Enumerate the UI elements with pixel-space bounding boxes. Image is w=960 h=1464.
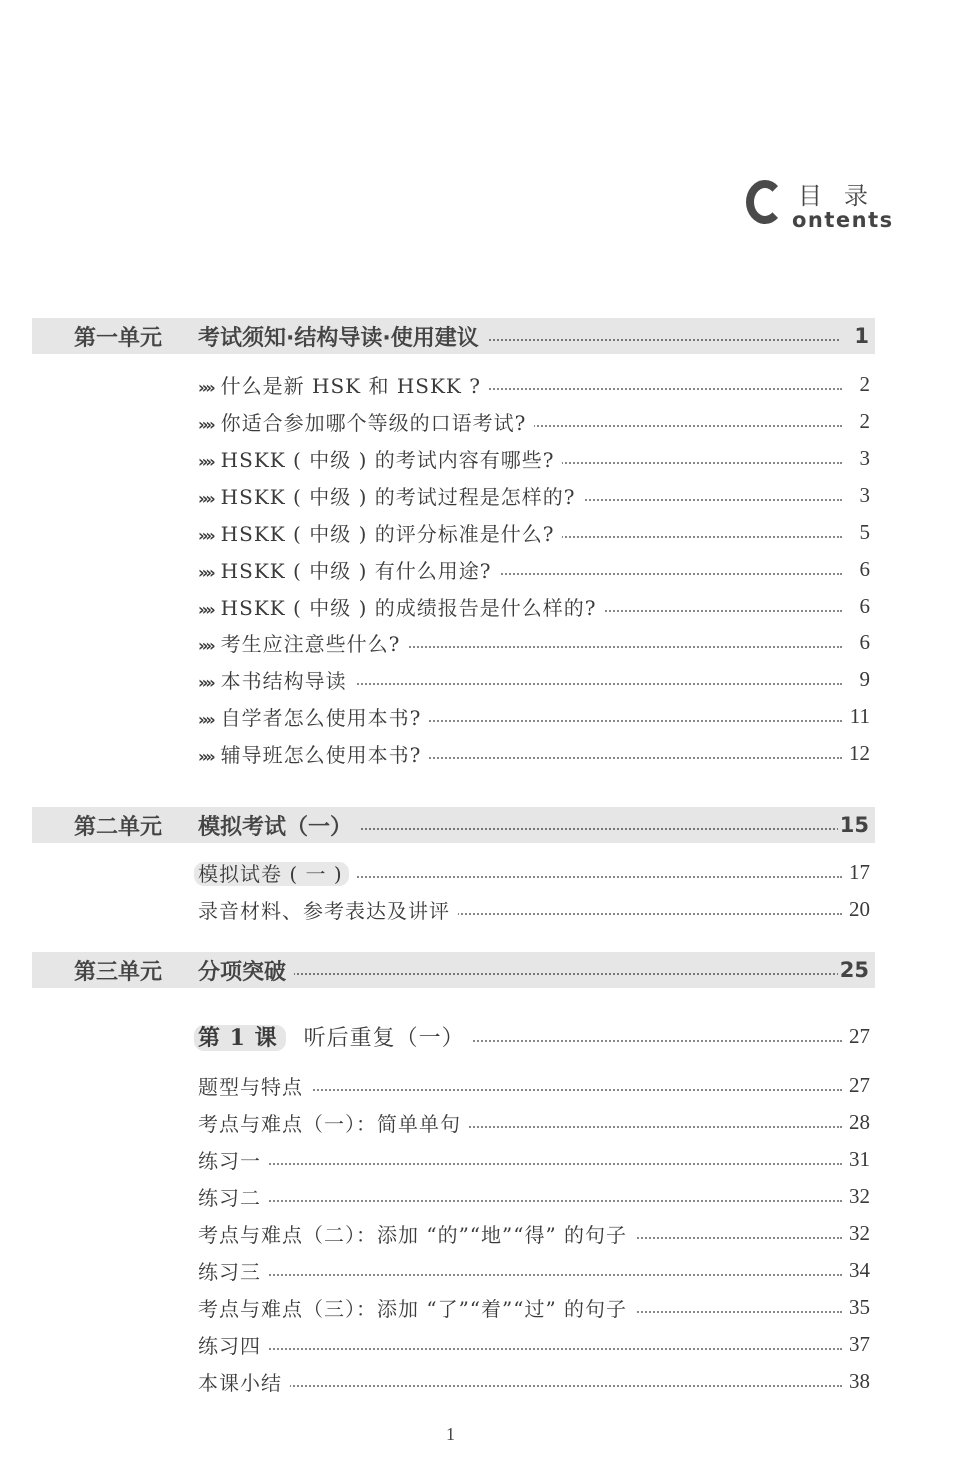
toc-item[interactable]: [198, 857, 872, 887]
toc-item-page: 20: [849, 896, 870, 921]
unit-page: 15: [839, 813, 869, 837]
toc-item[interactable]: [198, 1218, 872, 1248]
leader-dots: [198, 1385, 842, 1387]
unit-3-header[interactable]: [32, 952, 875, 988]
toc-item-page: 3: [859, 445, 870, 470]
toc-item-title: 练习一: [198, 1148, 261, 1173]
toc-item-title: HSKK ( 中级 ) 的考试过程是怎样的?: [220, 484, 576, 509]
toc-item-title: 练习四: [198, 1333, 261, 1358]
toc-item-page: 2: [859, 371, 870, 396]
toc-item-title: 考点与难点（一）：简单单句: [198, 1111, 461, 1136]
toc-item-title: 什么是新 HSK 和 HSKK ?: [220, 373, 481, 398]
toc-item-page: 34: [849, 1257, 870, 1282]
leader-dots: [198, 1274, 842, 1276]
toc-item-title: 练习三: [198, 1259, 261, 1284]
lesson-number: 第 1 课: [194, 1025, 286, 1051]
chevron-bullet-icon: »»: [198, 746, 213, 766]
chevron-bullet-icon: »»: [198, 709, 213, 729]
unit-2-header[interactable]: [32, 807, 875, 843]
leader-dots: [198, 1163, 842, 1165]
toc-item[interactable]: [198, 1144, 872, 1174]
toc-item[interactable]: [198, 738, 872, 768]
unit-1-header[interactable]: [32, 318, 875, 354]
toc-item[interactable]: [198, 627, 872, 657]
logo-title-en: ontents: [792, 208, 894, 232]
toc-item-title: HSKK ( 中级 ) 的评分标准是什么?: [220, 521, 555, 546]
toc-item-title: 录音材料、参考表达及讲评: [198, 898, 450, 923]
toc-item[interactable]: [198, 1329, 872, 1359]
chevron-bullet-icon: »»: [198, 599, 213, 619]
unit-label: 第三单元: [74, 959, 163, 985]
lesson-header[interactable]: [198, 1021, 872, 1051]
toc-item[interactable]: [198, 1181, 872, 1211]
toc-item-title: 考生应注意些什么?: [220, 631, 401, 656]
toc-item[interactable]: [198, 664, 872, 694]
toc-item-title: 考点与难点（三）：添加 “了”“着”“过” 的句子: [198, 1296, 628, 1321]
toc-item-page: 3: [859, 482, 870, 507]
contents-logo: [746, 176, 894, 236]
toc-item-page: 6: [859, 593, 870, 618]
toc-item-title: HSKK ( 中级 ) 有什么用途?: [220, 558, 492, 583]
toc-item[interactable]: [198, 517, 872, 547]
chevron-bullet-icon: »»: [198, 451, 213, 471]
toc-item[interactable]: [198, 443, 872, 473]
toc-item-page: 32: [849, 1183, 870, 1208]
toc-item-page: 11: [849, 703, 870, 728]
toc-item[interactable]: [198, 1366, 872, 1396]
chevron-bullet-icon: »»: [198, 377, 213, 397]
toc-item[interactable]: [198, 554, 872, 584]
toc-item[interactable]: [198, 1070, 872, 1100]
logo-title-cn: 目录: [798, 182, 890, 210]
lesson-title: 听后重复（一）: [303, 1025, 465, 1051]
toc-item[interactable]: [198, 1255, 872, 1285]
chevron-bullet-icon: »»: [198, 488, 213, 508]
toc-item-page: 31: [849, 1146, 870, 1171]
leader-dots: [198, 1348, 842, 1350]
unit-label: 第二单元: [74, 814, 163, 840]
unit-title: 模拟考试（一）: [198, 810, 360, 841]
toc-item-title: 模拟试卷 ( 一 ): [194, 862, 349, 886]
toc-item-page: 12: [849, 740, 870, 765]
toc-item[interactable]: [198, 1292, 872, 1322]
chevron-bullet-icon: »»: [198, 635, 213, 655]
toc-item-page: 2: [859, 408, 870, 433]
logo-c-shape: [746, 180, 784, 224]
toc-item[interactable]: [198, 406, 872, 436]
lesson-page: 27: [849, 1023, 870, 1048]
toc-item[interactable]: [198, 701, 872, 731]
toc-item[interactable]: [198, 1107, 872, 1137]
toc-item-title: 自学者怎么使用本书?: [220, 705, 422, 730]
toc-item-page: 9: [859, 666, 870, 691]
unit-title: 分项突破: [198, 955, 294, 986]
unit-page: 1: [854, 324, 869, 348]
toc-item[interactable]: [198, 591, 872, 621]
toc-item-title: 你适合参加哪个等级的口语考试?: [220, 410, 527, 435]
leader-dots: [198, 1200, 842, 1202]
toc-item-title: 题型与特点: [198, 1074, 303, 1099]
toc-item-page: 37: [849, 1331, 870, 1356]
page-number: 1: [446, 1424, 455, 1444]
toc-item-page: 28: [849, 1109, 870, 1134]
toc-item-title: 本书结构导读: [220, 668, 347, 693]
toc-item[interactable]: [198, 369, 872, 399]
toc-item-title: 本课小结: [198, 1370, 282, 1395]
chevron-bullet-icon: »»: [198, 672, 213, 692]
toc-item-title: 练习二: [198, 1185, 261, 1210]
toc-item-page: 17: [849, 859, 870, 884]
leader-dots: [198, 973, 839, 975]
toc-item-page: 6: [859, 556, 870, 581]
unit-title: 考试须知·结构导读·使用建议: [198, 321, 487, 352]
toc-item-title: HSKK ( 中级 ) 的成绩报告是什么样的?: [220, 595, 597, 620]
chevron-bullet-icon: »»: [198, 525, 213, 545]
toc-item-title: 辅导班怎么使用本书?: [220, 742, 422, 767]
toc-item[interactable]: [198, 480, 872, 510]
toc-item-page: 32: [849, 1220, 870, 1245]
toc-item[interactable]: [198, 894, 872, 924]
toc-item-page: 5: [859, 519, 870, 544]
chevron-bullet-icon: »»: [198, 414, 213, 434]
toc-item-page: 35: [849, 1294, 870, 1319]
toc-item-title: HSKK ( 中级 ) 的考试内容有哪些?: [220, 447, 555, 472]
toc-item-page: 27: [849, 1072, 870, 1097]
toc-item-page: 38: [849, 1368, 870, 1393]
unit-label: 第一单元: [74, 325, 163, 351]
toc-item-title: 考点与难点（二）：添加 “的”“地”“得” 的句子: [198, 1222, 628, 1247]
toc-item-page: 6: [859, 629, 870, 654]
chevron-bullet-icon: »»: [198, 562, 213, 582]
unit-page: 25: [839, 958, 869, 982]
